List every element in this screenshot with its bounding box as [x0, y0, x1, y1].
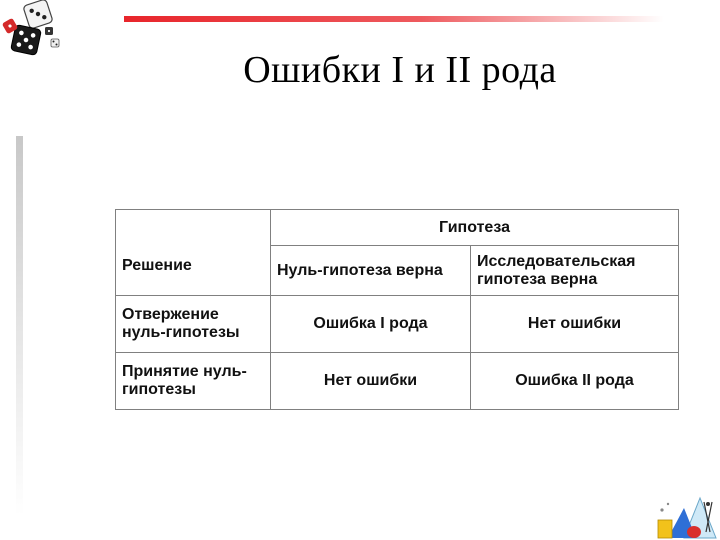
row-label-accept: Принятие нуль-гипотезы: [116, 353, 271, 410]
hypothesis-header: Гипотеза: [271, 210, 679, 246]
error-types-table: [115, 209, 679, 410]
dice-icon: [0, 0, 66, 66]
alt-hypothesis-true-header: Исследовательская гипотеза верна: [471, 246, 679, 296]
decision-header: Решение: [116, 210, 271, 296]
cell-no-error-reject: Нет ошибки: [471, 296, 679, 353]
table-row: [116, 353, 679, 410]
cell-type-1-error: Ошибка I рода: [271, 296, 471, 353]
slide-title: Ошибки I и II рода: [243, 49, 557, 91]
row-label-reject: Отвержение нуль-гипотезы: [116, 296, 271, 353]
table-row: [116, 210, 679, 246]
top-accent-bar: [124, 16, 664, 22]
null-hypothesis-true-header: Нуль-гипотеза верна: [271, 246, 471, 296]
geometric-shapes-icon: [654, 492, 720, 540]
cell-no-error-accept: Нет ошибки: [271, 353, 471, 410]
side-accent-bar: [16, 136, 23, 516]
cell-type-2-error: Ошибка II рода: [471, 353, 679, 410]
table-row: [116, 296, 679, 353]
